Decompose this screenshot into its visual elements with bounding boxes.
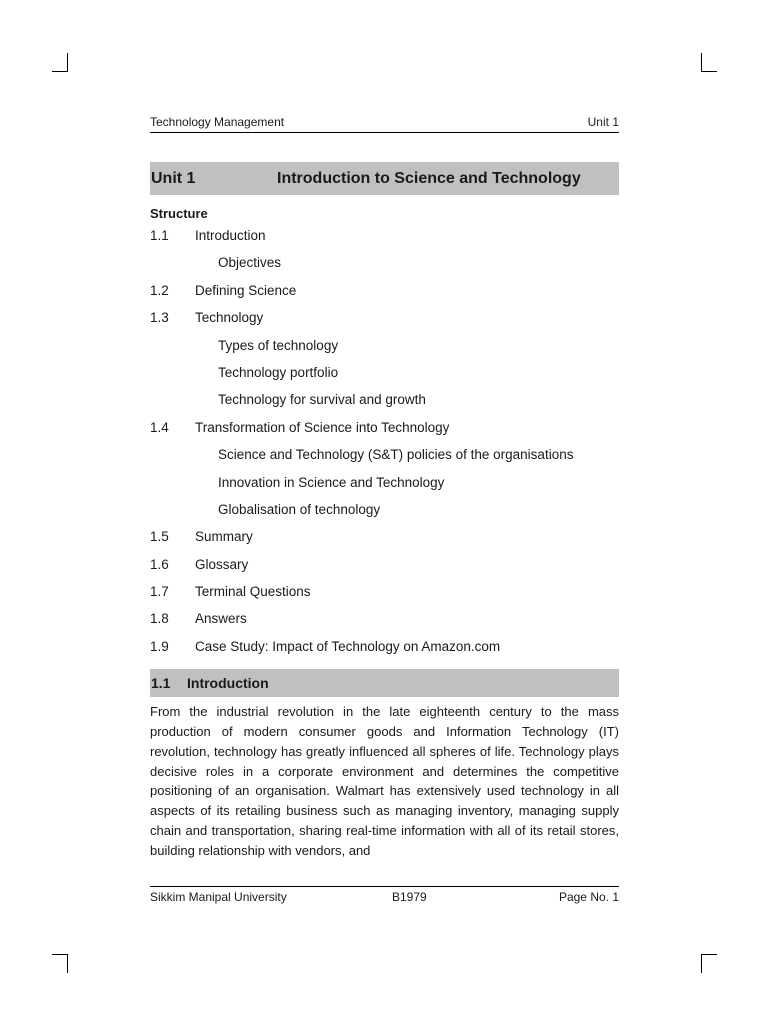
structure-list-item bbox=[150, 386, 619, 413]
structure-item-label: Technology for survival and growth bbox=[218, 392, 426, 408]
structure-heading: Structure bbox=[150, 206, 208, 221]
structure-list-item bbox=[150, 441, 619, 468]
structure-list-item bbox=[150, 414, 619, 441]
structure-item-number: 1.2 bbox=[150, 282, 169, 298]
crop-mark-bottom-right bbox=[701, 954, 717, 973]
page-content bbox=[150, 115, 619, 860]
structure-list-item bbox=[150, 469, 619, 496]
structure-item-number: 1.4 bbox=[150, 419, 169, 435]
structure-item-label: Answers bbox=[195, 611, 247, 627]
structure-list-item bbox=[150, 578, 619, 605]
crop-mark-top-left bbox=[52, 53, 68, 72]
structure-list-item bbox=[150, 496, 619, 523]
structure-item-number: 1.7 bbox=[150, 584, 169, 600]
structure-item-number: 1.5 bbox=[150, 529, 169, 545]
section-number: 1.1 bbox=[151, 675, 171, 692]
structure-item-number: 1.9 bbox=[150, 638, 169, 654]
structure-item-label: Summary bbox=[195, 529, 253, 545]
section-paragraph: From the industrial revolution in the late eighteenth century to the mass production of modern consumer goods and Information Technology (IT) revolution, technology has greatly influenced all spheres of life. Technology plays decisive roles in a corporate environment and determines the competitive positioning of an organisation. Walmart has extensively used technology in all aspects of its retailing business such as managing inventory, managing supply chain and transportation, sharing real-time information with all of its retail stores, building relationship with vendors, and bbox=[150, 704, 619, 858]
structure-item-label: Terminal Questions bbox=[195, 584, 311, 600]
unit-number: Unit 1 bbox=[151, 169, 196, 187]
footer-page-number: Page No. 1 bbox=[558, 890, 619, 904]
header-unit: Unit 1 bbox=[587, 115, 619, 129]
structure-item-label: Transformation of Science into Technology bbox=[195, 419, 450, 435]
crop-mark-top-right bbox=[701, 53, 717, 72]
structure-item-label: Types of technology bbox=[218, 337, 339, 353]
section-title: Introduction bbox=[187, 675, 269, 692]
structure-item-label: Technology bbox=[195, 310, 264, 326]
footer-university: Sikkim Manipal University bbox=[150, 890, 287, 904]
section-banner bbox=[150, 669, 619, 697]
structure-item-number: 1.1 bbox=[150, 228, 169, 243]
structure-item-label: Glossary bbox=[195, 556, 249, 572]
page-footer bbox=[150, 886, 619, 904]
structure-list-item bbox=[150, 304, 619, 331]
structure-list-item bbox=[150, 359, 619, 386]
structure-list-item bbox=[150, 523, 619, 550]
structure-item-label: Science and Technology (S&T) policies of the organisations bbox=[218, 447, 574, 463]
structure-item-number: 1.3 bbox=[150, 310, 169, 326]
crop-mark-bottom-left bbox=[52, 954, 68, 973]
running-header bbox=[150, 115, 619, 133]
structure-item-label: Innovation in Science and Technology bbox=[218, 474, 445, 490]
structure-item-label: Globalisation of technology bbox=[218, 501, 381, 517]
structure-item-label: Defining Science bbox=[195, 282, 297, 298]
structure-list-item bbox=[150, 332, 619, 359]
structure-item-number: 1.8 bbox=[150, 611, 169, 627]
structure-list-item bbox=[150, 605, 619, 632]
structure-item-number: 1.6 bbox=[150, 556, 169, 572]
structure-list-item bbox=[150, 633, 619, 660]
structure-item-label: Objectives bbox=[218, 255, 282, 271]
structure-item-label: Case Study: Impact of Technology on Amazon.com bbox=[195, 638, 501, 654]
structure-list-item bbox=[150, 277, 619, 304]
structure-item-label: Technology portfolio bbox=[218, 364, 339, 380]
structure-list bbox=[150, 222, 619, 660]
header-book-title: Technology Management bbox=[150, 115, 285, 129]
structure-item-label: Introduction bbox=[195, 228, 266, 243]
unit-title-banner bbox=[150, 162, 619, 195]
structure-list-item bbox=[150, 249, 619, 276]
unit-title: Introduction to Science and Technology bbox=[277, 169, 581, 187]
structure-list-item bbox=[150, 222, 619, 249]
footer-course-code: B1979 bbox=[392, 890, 427, 904]
structure-list-item bbox=[150, 551, 619, 578]
